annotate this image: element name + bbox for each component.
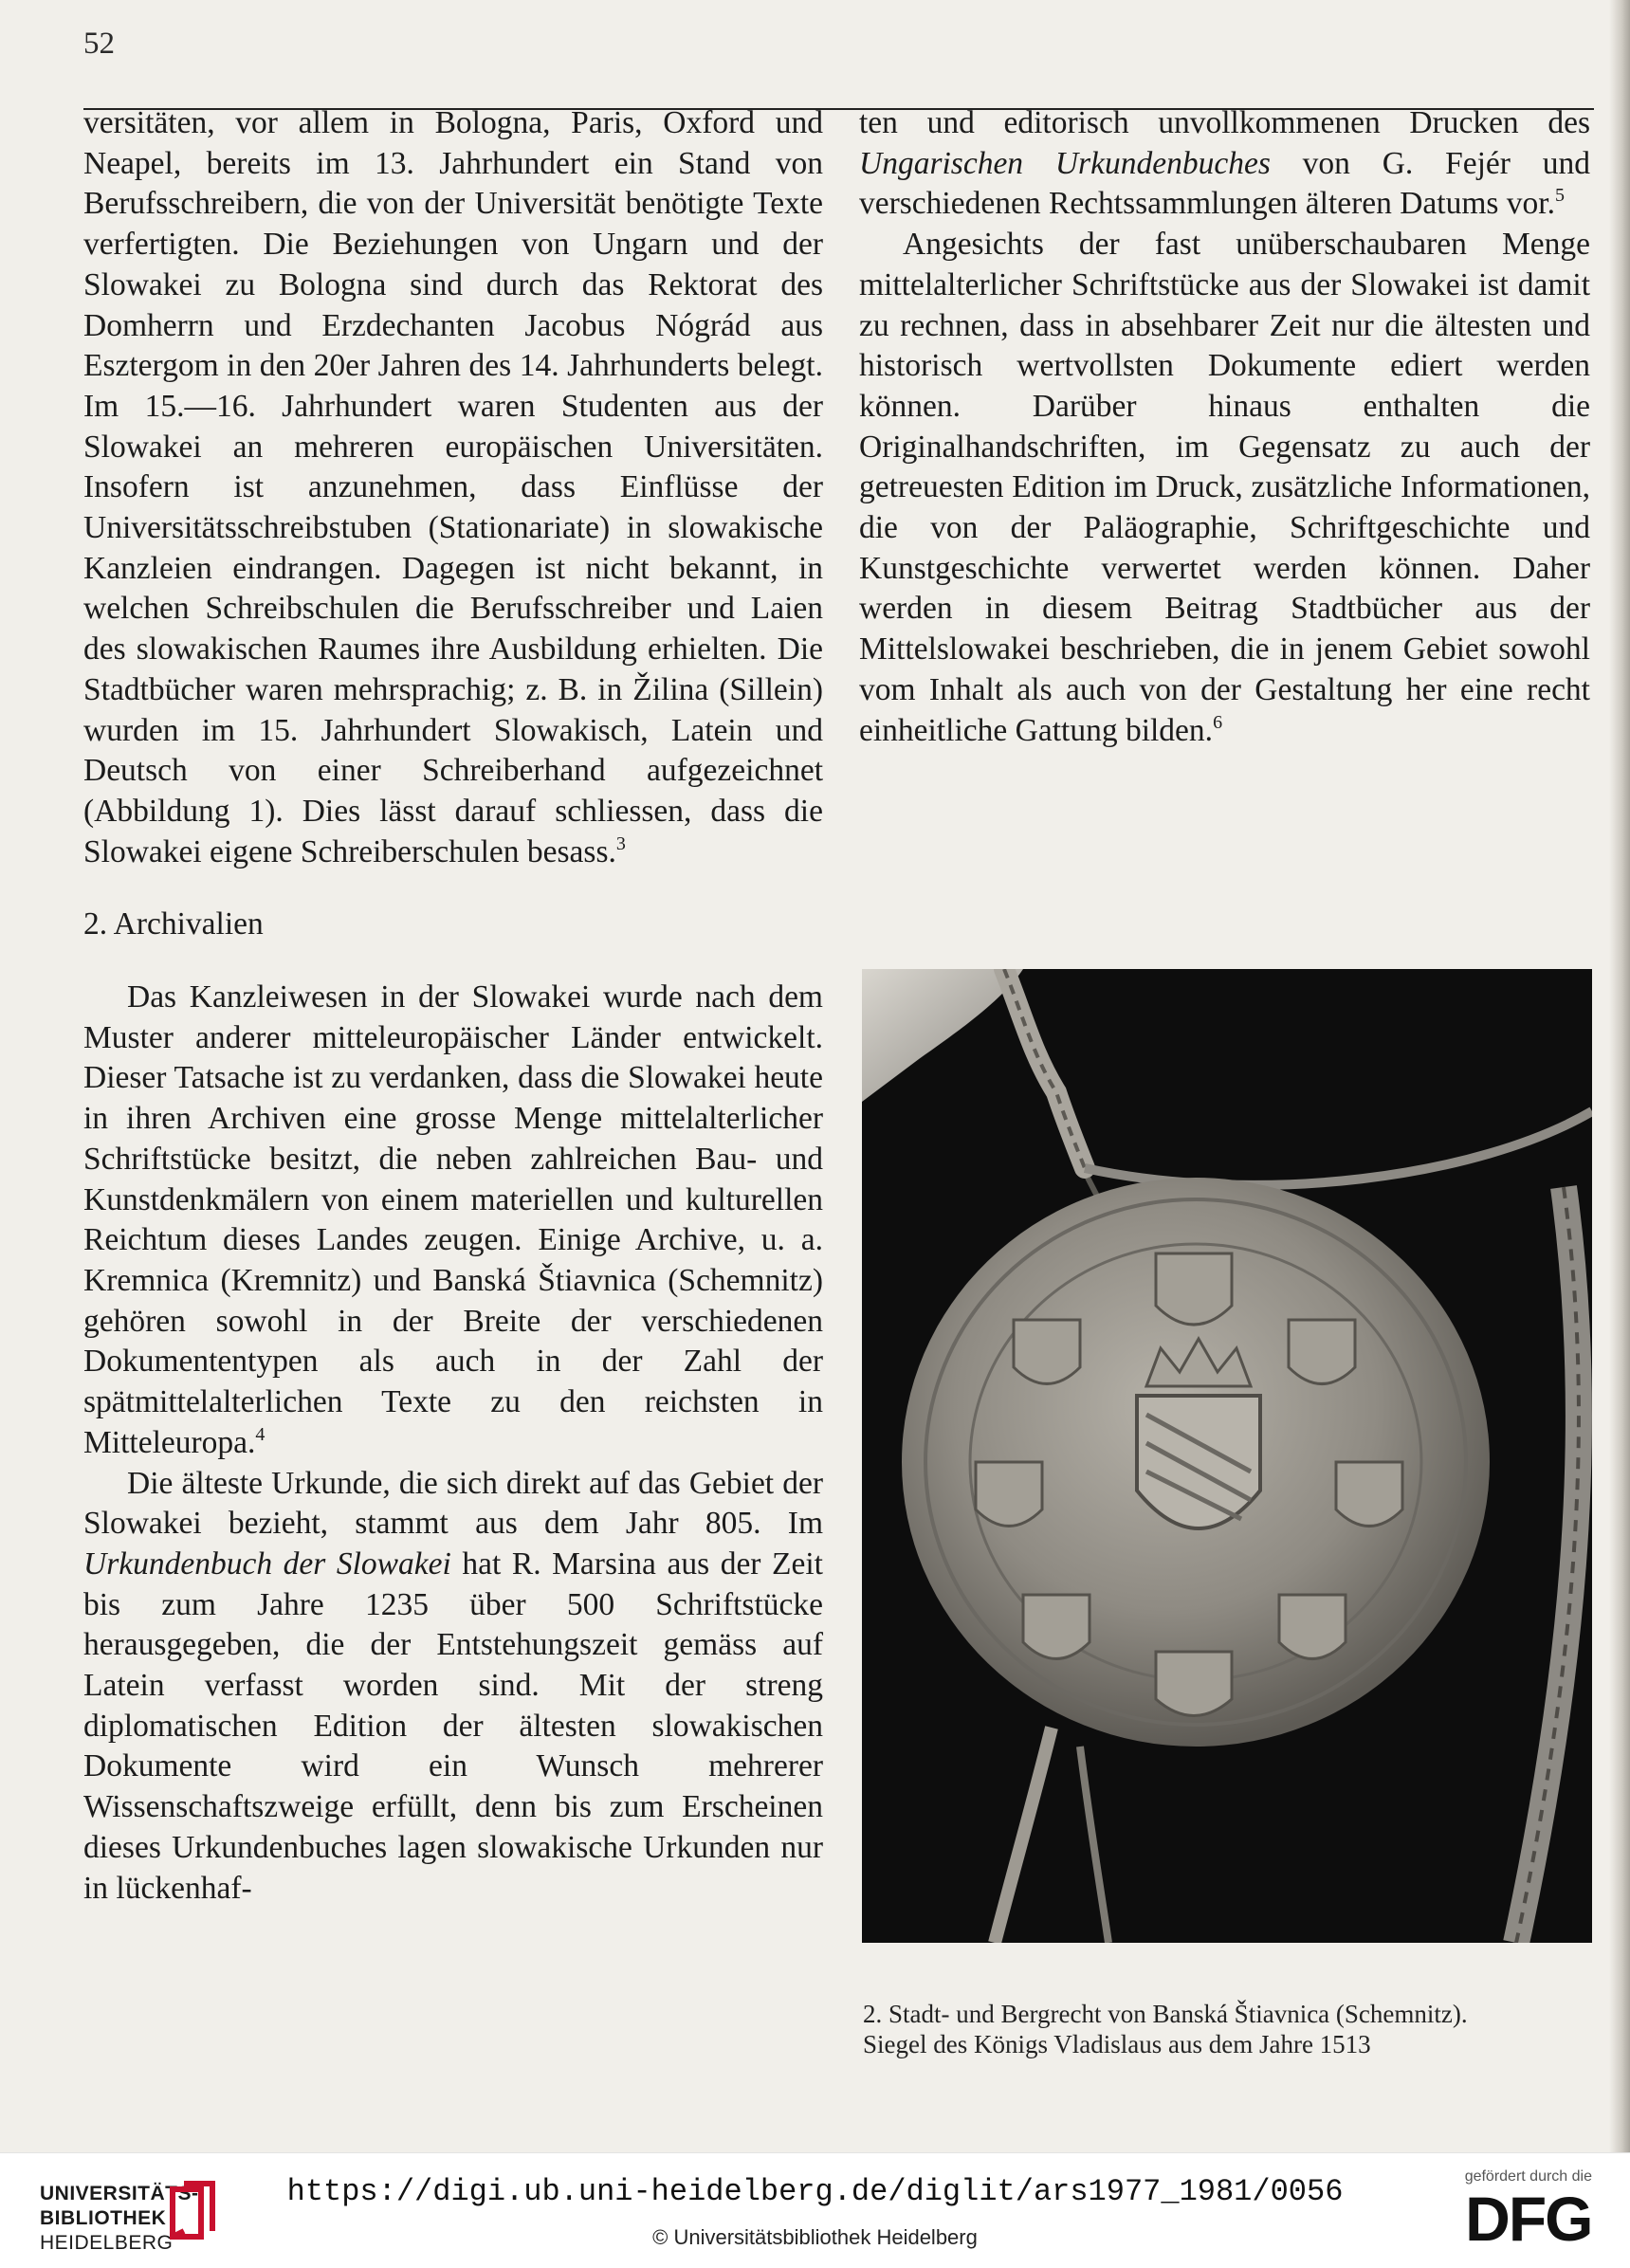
right-column [859,103,1590,751]
footnote-ref-4: 4 [255,1423,266,1445]
footnote-ref-3: 3 [615,832,626,854]
permalink-url[interactable]: https://digi.ub.uni-heidelberg.de/diglit/ars1977_1981/0056 [286,2174,1344,2209]
paragraph-universities: versitäten, vor allem in Bologna, Paris, Oxford und Neapel, bereits im 13. Jahrhundert ein Stand von Berufsschreibern, die von der Universität benötigte Texte verfertigten. Die Beziehungen von Ungarn und der Slowakei zu Bologna sind durch das Rektorat des Domherrn und Erzdechanten Jacobus Nógrád aus Esztergom in den 20er Jahren des 14. Jahrhunderts belegt. Im 15.—16. Jahrhundert waren Studenten aus der Slowakei an mehreren europäischen Universitäten. Insofern ist anzunehmen, dass Einflüsse der Universitätsschreibstuben (Stationariate) in slowakische Kanzleien eindrangen. Dagegen ist nicht bekannt, in welchen Schreibschulen die Berufsschreiber und Laien des slowakischen Raumes ihre Ausbildung erhielten. Die Stadtbücher waren mehrsprachig; z. B. in Žilina (Sillein) wurden im 15. Jahrhundert Slowakisch, Latein und Deutsch von einer Schreiberhand aufgezeichnet (Abbildung 1). Dies lässt darauf schliessen, dass die Slowakei eigene Schreiberschulen besass.$^3$ [83,105,823,869]
dfg-funding[interactable] [1465,2168,1592,2252]
title-ungarisches-urkundenbuch: Ungarischen Urkundenbuches [859,145,1271,181]
paragraph-ungarisches-urkundenbuch: ten und editorisch unvollkommenen Drucken des Ungarischen Urkundenbuches von G. Fejér und verschiedenen Rechtssammlungen älteren Datums vor.$^5$ [859,105,1590,222]
left-column [83,103,823,1909]
section-heading-archivalien: 2. Archivalien [83,906,264,942]
royal-seal-image [862,969,1592,1943]
page-edge-shadow [1609,0,1630,2152]
caption-line-1: 2. Stadt- und Bergrecht von Banská Štiavnica (Schemnitz). [863,2000,1468,2028]
funding-note: gefördert durch die [1464,2168,1592,2185]
caption-line-2: Siegel des Königs Vladislaus aus dem Jahre 1513 [863,2030,1371,2058]
footnote-ref-5: 5 [1555,185,1565,207]
page-number: 52 [83,27,115,61]
paragraph-aelteste-urkunde: Die älteste Urkunde, die sich direkt auf das Gebiet der Slowakei bezieht, stammt aus dem Jahr 805. Im Urkundenbuch der Slowakei hat R. Marsina aus der Zeit bis zum Jahre 1235 über 500 Schriftstücke herausgegeben, die der Entstehungszeit gemäss auf Latein verfasst worden sind. Mit der streng diplomatischen Edition der ältesten slowakischen Dokumente wird ein Wunsch mehrerer Wissenschaftszweige erfüllt, denn bis zum Erscheinen dieses Urkundenbuches lagen slowakische Urkunden nur in lückenhaf- [83,1465,823,1906]
ub-heidelberg-logo[interactable]: UNIVERSITÄTS- BIBLIOTHEK HEIDELBERG [40,2183,199,2254]
seal-photograph [862,969,1592,1943]
dfg-logo: DFG [1465,2184,1592,2254]
footnote-ref-6: 6 [1213,711,1223,733]
paragraph-kanzleiwesen: Das Kanzleiwesen in der Slowakei wurde nach dem Muster anderer mitteleuropäischer Länder entwickelt. Dieser Tatsache ist zu verdanken, dass die Slowakei heute in ihren Archiven eine grosse Menge mittelalterlicher Schriftstücke besitzt, die neben zahlreichen Bau- und Kunstdenkmälern von einem materiellen und kulturellen Reichtum dieses Landes zeugen. Einige Archive, u. a. Kremnica (Kremnitz) und Banská Štiavnica (Schemnitz) gehören sowohl in der Breite der verschiedenen Dokumententypen als auch in der Zahl der spätmittelalterlichen Texte zu den reichsten in Mitteleuropa.$^4$ [83,979,823,1460]
viewer-footer [0,2152,1630,2268]
paragraph-angesichts: Angesichts der fast unüberschaubaren Menge mittelalterlicher Schriftstücke aus der Slowakei ist damit zu rechnen, dass in absehbarer Zeit nur die ältesten und historisch wertvollsten Dokumente ediert werden können. Darüber hinaus enthalten die Originalhandschriften, im Gegensatz zu auch der getreuesten Edition im Druck, zusätzliche Informationen, die von der Paläographie, Schriftgeschichte und Kunstgeschichte verwertet werden können. Daher werden in diesem Beitrag Stadtbücher aus der Mittelslowakei beschrieben, die in jenem Gebiet sowohl vom Inhalt als auch von der Gestaltung her eine recht einheitliche Gattung bilden.$^6$ [859,227,1590,748]
copyright-notice: © Universitätsbibliothek Heidelberg [652,2225,978,2249]
figure-caption [863,1999,1598,2059]
title-urkundenbuch-slowakei: Urkundenbuch der Slowakei [83,1546,451,1582]
